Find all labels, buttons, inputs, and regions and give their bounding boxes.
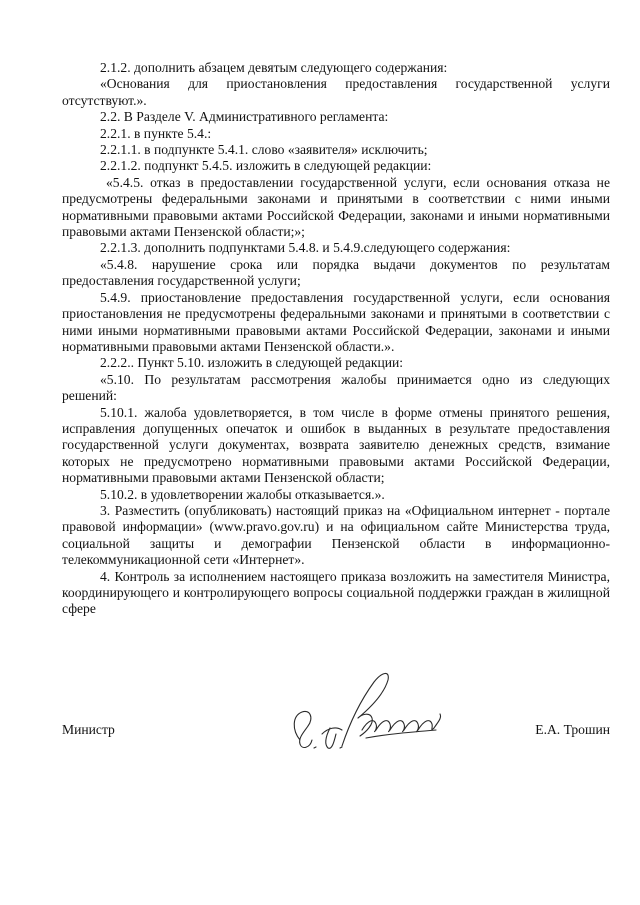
- paragraph-5-4-9: 5.4.9. приостановление предоставления государственной услуги, если основания приостановления не предусмотрены федеральными законами и принятыми в соответствии с ними иными нормативными правовыми актами Российской Федерации, законами и иными нормативными правовыми актами Пензенской области.».: [62, 289, 610, 354]
- paragraph-5-10-1: 5.10.1. жалоба удовлетворяется, в том числе в форме отмены принятого решения, исправления допущенных опечаток и ошибок в выданных в результате предоставления государственной услуги документах, возврата заявителю денежных средств, взимание которых не предусмотрено нормативными правовыми актами Российской Федерации, нормативными правовыми актами Пензенской области;: [62, 404, 610, 486]
- document-body: [62, 60, 610, 618]
- paragraph-2-2-1: 2.2.1. в пункте 5.4.:: [100, 125, 212, 141]
- paragraph-quote-grounds: «Основания для приостановления предоставления государственной услуги отсутствуют.».: [62, 76, 610, 108]
- signatory-name: Е.А. Трошин: [535, 722, 610, 737]
- paragraph-5-10: «5.10. По результатам рассмотрения жалобы принимается одно из следующих решений:: [62, 371, 610, 404]
- paragraph-5-4-8: «5.4.8. нарушение срока или порядка выдачи документов по результатам предоставления государственной услуги;: [62, 256, 610, 289]
- paragraph-2-2-2: 2.2.2.. Пункт 5.10. изложить в следующей редакции:: [100, 355, 404, 371]
- paragraph-3-publish: 3. Разместить (опубликовать) настоящий приказ на «Официальном интернет - портале правовой информации» (www.pravo.gov.ru) и на официальном сайте Министерства труда, социальной защиты и демографии Пензенской области в информационно-телекоммуникационной сети «Интернет».: [62, 502, 610, 568]
- paragraph-2-2: 2.2. В Разделе V. Административного регламента:: [100, 109, 389, 125]
- paragraph-2-1-2: 2.1.2. дополнить абзацем девятым следующего содержания:: [100, 60, 448, 75]
- signatory-position: Министр: [62, 722, 115, 737]
- paragraph-2-2-1-3: 2.2.1.3. дополнить подпунктами 5.4.8. и 5.4.9.следующего содержания:: [100, 240, 511, 256]
- signature-block: [62, 714, 610, 794]
- paragraph-2-2-1-2: 2.2.1.2. подпункт 5.4.5. изложить в следующей редакции:: [100, 158, 432, 174]
- paragraph-5-10-2: 5.10.2. в удовлетворении жалобы отказывается.».: [100, 486, 385, 502]
- paragraph-4-control: 4. Контроль за исполнением настоящего приказа возложить на заместителя Министра, координирующего и контролирующего вопросы социальной поддержки граждан в жилищной сфере: [62, 568, 610, 617]
- paragraph-5-4-5: «5.4.5. отказ в предоставлении государственной услуги, если основания отказа не предусмотрены федеральными законами и принятыми в соответствии с ними иными нормативными правовыми актами Российской Федерации, законами и иными нормативными правовыми актами Пензенской области;»;: [62, 174, 610, 240]
- paragraph-2-2-1-1: 2.2.1.1. в подпункте 5.4.1. слово «заявителя» исключить;: [100, 142, 428, 158]
- handwritten-signature-icon: [278, 668, 448, 760]
